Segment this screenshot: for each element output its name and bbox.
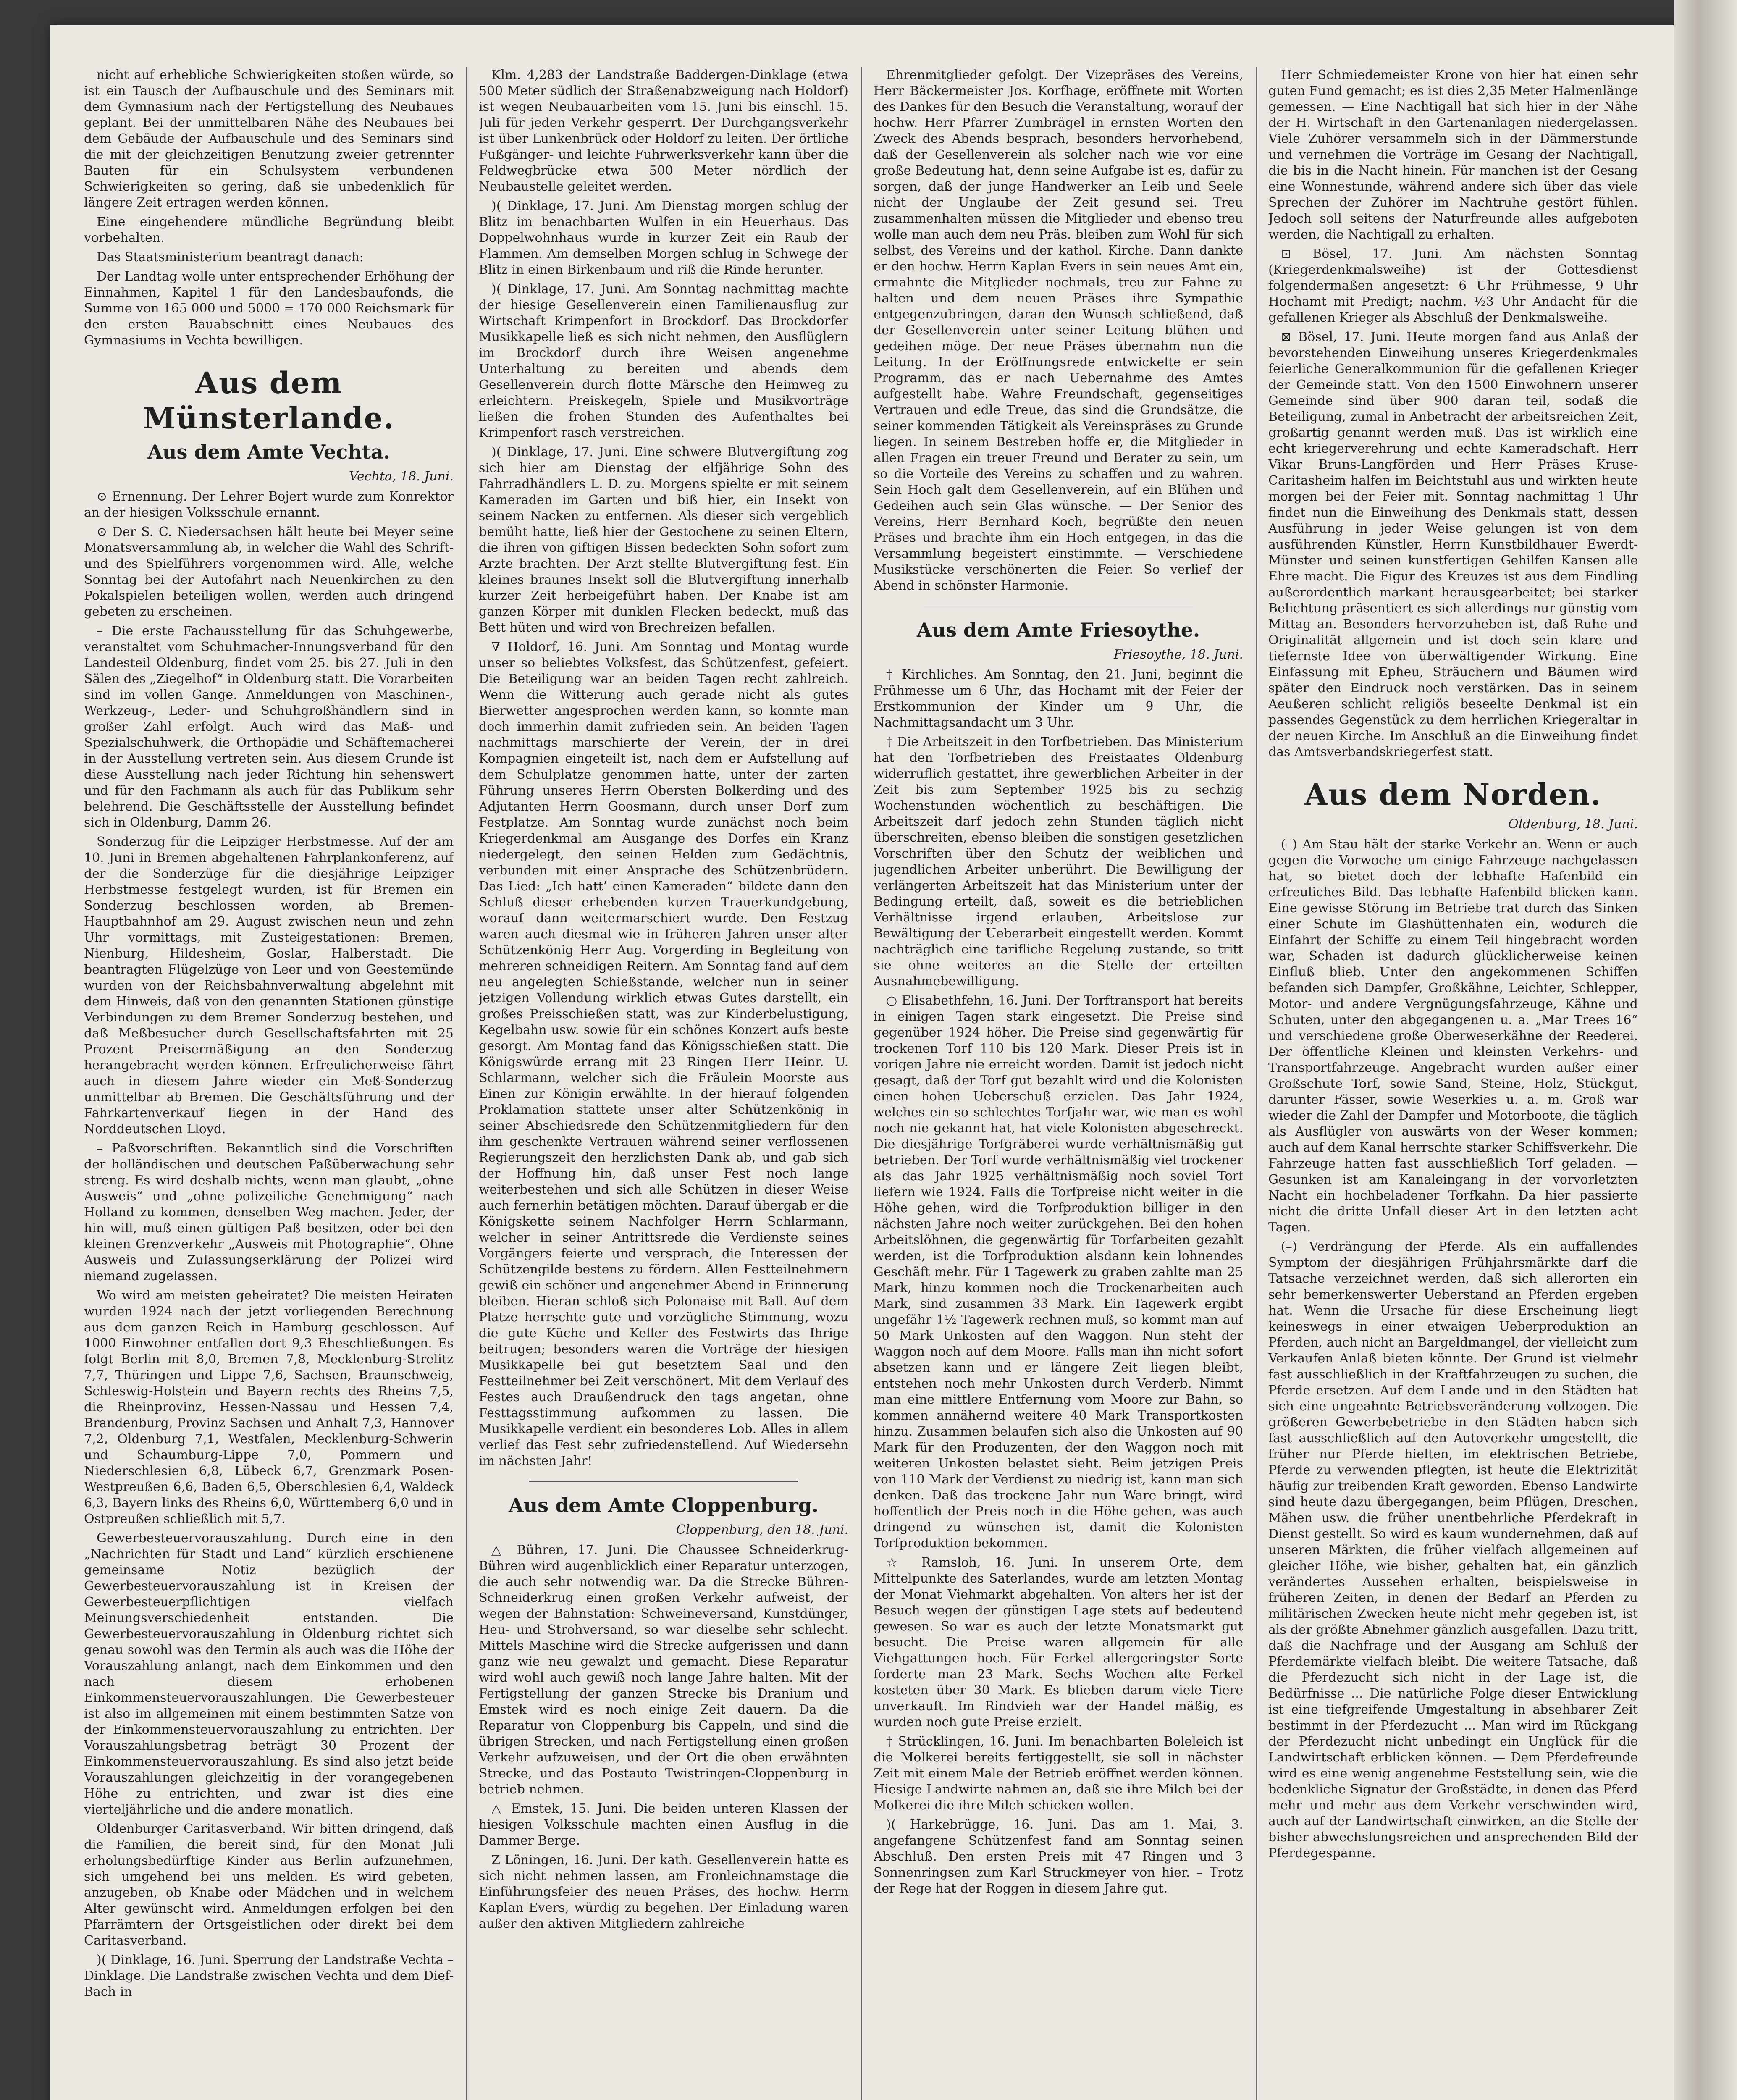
article-paragraph: △ Bühren, 17. Juni. Die Chaussee Schneiderkrug-Bühren wird augenblicklich einer Reparatur unterzogen, die auch sehr notwendig war. Da die Strecke Bühren-Schneiderkrug einen großen Verkehr aufweist, der wegen der Bahnstation: Schweineversand, Kunstdünger, Heu- und Strohversand, so war dieselbe sehr schlecht. Mittels Maschine wird die Strecke aufgerissen und dann ganz wie neu gewalzt und gemacht. Diese Reparatur wird wohl auch gewiß noch lange Jahre halten. Mit der Fertigstellung der ganzen Strecke bis Dranium und Emstek wird es noch einige Zeit dauern. Da die Reparatur von Cloppenburg bis Cappeln, und sind die übrigen Strecken, und nach Fertigstellung einen großen Verkehr aufzuweisen, und der Ort die oben erwähnten Strecke, und das Postauto Twistringen-Cloppenburg in betrieb nehmen. <box>479 1543 848 1797</box>
article-paragraph: † Strücklingen, 16. Juni. Im benachbarten Boleleich ist die Molkerei bereits fertiggestellt, sie soll in nächster Zeit mit einem Male der Betrieb eröffnet werden können. Hiesige Landwirte nahmen an, daß sie ihre Milch bei der Molkerei die ihre Milch schicken wollen. <box>874 1734 1243 1813</box>
article-paragraph: ⊙ Ernennung. Der Lehrer Bojert wurde zum Konrektor an der hiesigen Volksschule ernannt. <box>84 489 454 520</box>
subsection-heading: Aus dem Amte Cloppenburg. <box>509 1494 819 1517</box>
column-1 <box>84 67 454 2100</box>
section-heading: Aus dem Münsterlande. <box>143 365 395 436</box>
adjacent-page-edge <box>1674 0 1737 2100</box>
column-rule <box>861 67 862 2100</box>
dateline: Friesoythe, 18. Juni. <box>1113 647 1243 662</box>
subsection-heading: Aus dem Amte Friesoythe. <box>916 619 1200 641</box>
dateline: Vechta, 18. Juni. <box>349 469 454 484</box>
article-paragraph: ⊙ Der S. C. Niedersachsen hält heute bei Meyer seine Monatsversammlung ab, in welcher die Wahl des Schrift- und des Spielführers vorgenommen wird. Alle, welche Sonntag bei der Autofahrt nach Neuenkirchen zu den Pokalspielen beteiligen wollen, werden auch dringend gebeten zu erscheinen. <box>84 525 454 619</box>
article-paragraph: ∇ Holdorf, 16. Juni. Am Sonntag und Montag wurde unser so beliebtes Volksfest, das Schützenfest, gefeiert. Die Beteiligung war an beiden Tagen recht zahlreich. Wenn die Witterung auch gerade nicht als gutes Bierwetter angesprochen werden kann, so konnte man doch immerhin damit zufrieden sein. An beiden Tagen nachmittags marschierte der Verein, der in drei Kompagnien eingeteilt ist, nach dem er Aufstellung auf dem Schulplatze genommen hatte, unter der zarten Führung unseres Herrn Obersten Bolkerding und des Adjutanten Herrn Goosmann, durch unser Dorf zum Festplatze. Am Sonntag wurde zunächst noch beim Kriegerdenkmal am Ausgange des Dorfes ein Kranz niedergelegt, den seinen Helden zum Gedächtnis, verbunden mit einer Ansprache des Schützenbrüdern. Das Lied: „Ich hatt’ einen Kameraden“ bildete dann den Schluß dieser erhebenden kurzen Trauerkundgebung, worauf dann weitermarschiert wurde. Den Festzug waren auch diesmal wie in früheren Jahren unser alter Schützenkönig Herr Aug. Vorgerding in Begleitung von mehreren schneidigen Reitern. Am Sonntag fand auf dem neu angelegten Schießstande, welcher nun in seiner jetzigen Vollendung wirklich etwas Gutes darstellt, ein großes Preisschießen statt, was zur Kinderbelustigung, Kegelbahn usw. sowie für ein schönes Konzert aufs beste gesorgt. Am Montag fand das Königsschießen statt. Die Königswürde errang mit 23 Ringen Herr Heinr. U. Schlarmann, welcher sich die Fräulein Moorste aus Einen zur Königin erwählte. In der hierauf folgenden Proklamation stattete unser alter Schützenkönig in seiner Abschiedsrede den Schützenmitgliedern für den ihm geschenkte Vertrauen während seiner verflossenen Regierungszeit den herzlichsten Dank ab, und gab sich der Hoffnung hin, daß unser Fest noch lange weiterbestehen und sich alle Schützen in dieser Weise auch fernerhin betätigen möchten. Darauf übergab er die Königskette seinem Nachfolger Herrn Schlarmann, welcher in seiner Antrittsrede die Verdienste seines Vorgängers feierte und versprach, die Interessen der Schützengilde bestens zu fördern. Allen Festteilnehmern gewiß ein schöner und angenehmer Abend in Erinnerung bleiben. Hieran schloß sich Polonaise mit Ball. Auf dem Platze herrschte gute und vorzügliche Stimmung, wozu die gute Küche und Keller des Festwirts das Ihrige beitrugen; besonders waren die Vorträge der hiesigen Musikkapelle bei gut besetztem Saal und den Festteilnehmer bei Zeit verschönert. Mit dem Verlauf des Festes auch Draußendruck den tags angetan, ohne Festtagsstimmung aufkommen zu lassen. Die Musikkapelle verdient ein besonderes Lob. Alles in allem verlief das Fest sehr zufriedenstellend. Auf Wiedersehn im nächsten Jahr! <box>479 640 848 1468</box>
article-paragraph: – Die erste Fachausstellung für das Schuhgewerbe, veranstaltet vom Schuhmacher-Innungsverband für den Landesteil Oldenburg, findet vom 25. bis 27. Juli in den Sälen des „Ziegelhof“ in Oldenburg statt. Die Vorarbeiten sind im vollen Gange. Anmeldungen von Maschinen-, Werkzeug-, Leder- und Schuhgroßhändlern sind in großer Zahl erfolgt. Auch wird das Maß- und Spezialschuhwerk, die Orthopädie und Schäftemacherei in der Ausstellung vertreten sein. Aus diesem Grunde ist diese Ausstellung nach jeder Richtung hin sehenswert und für den Fachmann als auch für das Publikum sehr belehrend. Die Geschäftsstelle der Ausstellung befindet sich in Oldenburg, Damm 26. <box>84 624 454 830</box>
section-heading: Aus dem Norden. <box>1304 777 1602 812</box>
article-paragraph: Herr Schmiedemeister Krone von hier hat einen sehr guten Fund gemacht; es ist dies 2,35 Meter Halmenlänge gemessen. — Eine Nachtigall hat sich hier in der Nähe der H. Wirtschaft in den Gartenanlagen niedergelassen. Viele Zuhörer versammeln sich in der Dämmerstunde und vernehmen die Vorträge im Gesang der Nachtigall, die bis in die Nacht hinein. Für manchen ist der Gesang eine Wonnestunde, während andere sich über das viele Sprechen der Zuhörer im Nachtruhe gestört fühlen. Jedoch soll seitens der Naturfreunde alles aufgeboten werden, die Nachtigall zu erhalten. <box>1268 68 1638 242</box>
article-paragraph: Das Staatsministerium beantragt danach: <box>97 250 364 265</box>
article-paragraph: nicht auf erhebliche Schwierigkeiten stoßen würde, so ist ein Tausch der Aufbauschule und des Seminars mit dem Gymnasium nach der Fertigstellung des Neubaues geplant. Bei der unmittelbaren Nähe des Neubaues bei dem Gebäude der Aufbauschule und des Seminars sind die mit der gleichzeitigen Benutzung zweier getrennter Bauten für ein Schulsystem verbundenen Schwierigkeiten so gering, daß sie unbedenklich für längere Zeit ertragen werden können. <box>84 68 454 210</box>
column-rule <box>1256 67 1257 2100</box>
article-paragraph: Z Löningen, 16. Juni. Der kath. Gesellenverein hatte es sich nicht nehmen lassen, am Fronleichnamstage die Einführungsfeier des neuen Präses, des hochw. Herrn Kaplan Evers, würdig zu begehen. Der Einladung waren außer den aktiven Mitgliedern zahlreiche <box>479 1853 848 1931</box>
article-paragraph: Wo wird am meisten geheiratet? Die meisten Heiraten wurden 1924 nach der jetzt vorliegenden Berechnung aus dem ganzen Reich in Hamburg geschlossen. Auf 1000 Einwohner entfallen dort 9,3 Eheschließungen. Es folgt Berlin mit 8,0, Bremen 7,8, Mecklenburg-Strelitz 7,7, Thüringen und Lippe 7,6, Sachsen, Braunschweig, Schleswig-Holstein und Bayern rechts des Rheins 7,5, die Rheinprovinz, Hessen-Nassau und Hessen 7,4, Brandenburg, Provinz Sachsen und Anhalt 7,3, Hannover 7,2, Oldenburg 7,1, Westfalen, Mecklenburg-Schwerin und Schaumburg-Lippe 7,0, Pommern und Niederschlesien 6,8, Lübeck 6,7, Grenzmark Posen-Westpreußen 6,6, Baden 6,5, Oberschlesien 6,4, Waldeck 6,3, Bayern links des Rheins 6,0, Württemberg 6,0 und in Ostpreußen schließlich mit 5,7. <box>84 1288 454 1526</box>
article-paragraph: Oldenburger Caritasverband. Wir bitten dringend, daß die Familien, die bereit sind, für den Monat Juli erholungsbedürftige Kinder aus Berlin aufzunehmen, sich umgehend bei uns melden. Es wird gebeten, anzugeben, ob Knabe oder Mädchen und in welchem Alter gewünscht wird. Anmeldungen erfolgen bei den Pfarrämtern der Ortsgeistlichen oder direkt bei dem Caritasverband. <box>84 1822 454 1948</box>
article-paragraph: ⊡ Bösel, 17. Juni. Am nächsten Sonntag (Kriegerdenkmalsweihe) ist der Gottesdienst folgendermaßen angesetzt: 6 Uhr Frühmesse, 9 Uhr Hochamt mit Predigt; nachm. ½3 Uhr Andacht für die gefallenen Krieger als Abschluß der Denkmalsweihe. <box>1268 247 1638 325</box>
column-2 <box>479 67 848 2100</box>
column-rule <box>466 67 467 2100</box>
article-paragraph: ⊠ Bösel, 17. Juni. Heute morgen fand aus Anlaß der bevorstehenden Einweihung unseres Kriegerdenkmales feierliche Generalkommunion für die gefallenen Krieger der Gemeinde statt. Von den 1500 Einwohnern unserer Gemeinde sind über 900 daran teil, sodaß die Beteiligung, zumal in Anbetracht der arbeitsreichen Zeit, großartig genannt werden muß. Das ist wirklich eine echt kriegerverehrung und echte Kameradschaft. Herr Vikar Bruns-Langförden und Herr Präses Kruse-Caritasheim halfen im Beichtstuhl aus und wirkten heute morgen bei der Feier mit. Sonntag nachmittag 1 Uhr findet nun die Einweihung des Denkmals statt, dessen Ausführung in jeder Weise gelungen ist von dem ausführenden Künstler, Herrn Kunstbildhauer Ewerdt-Münster und seinen kunstfertigen Gehilfen Kansen alle Ehre macht. Die Figur des Kreuzes ist aus dem Findling außerordentlich markant herausgearbeitet; bei starker Belichtung präsentiert es sich allerdings nur günstig vom Mittag an. Besonders hervorzuheben ist, daß Ruhe und Originalität allgemein und ist doch sein klare und tiefernste Idee von überwältigender Wirkung. Eine Einfassung mit Epheu, Sträuchern und Bäumen wird später den Eindruck noch verstärken. Das in seinem Aeußeren schlicht religiös beseelte Denkmal ist ein passendes Gegenstück zu dem herrlichen Kriegeraltar in der neuen Kirche. Im Anschluß an die Einweihung findet das Amtsverbandskriegerfest statt. <box>1268 330 1638 759</box>
subsection-heading: Aus dem Amte Vechta. <box>147 441 390 463</box>
article-paragraph: △ Emstek, 15. Juni. Die beiden unteren Klassen der hiesigen Volksschule machten einen Ausflug in die Dammer Berge. <box>479 1801 848 1848</box>
article-paragraph: )( Harkebrügge, 16. Juni. Das am 1. Mai, 3. angefangene Schützenfest fand am Sonntag seinen Abschluß. Den ersten Preis mit 47 Ringen und 3 Sonnenringsen zum Karl Struckmeyer von hier. – Trotz der Rege hat der Roggen in diesem Jahre gut. <box>874 1817 1243 1896</box>
article-paragraph: Ehrenmitglieder gefolgt. Der Vizepräses des Vereins, Herr Bäckermeister Jos. Korfhage, eröffnete mit Worten des Dankes für den Besuch die Veranstaltung, worauf der hochw. Herr Pfarrer Zumbrägel in ernsten Worten den Zweck des Abends besprach, besonders hervorhebend, daß der Gesellenverein als solcher nach wie vor eine große Bedeutung hat, denn seine Aufgabe ist es, dafür zu sorgen, daß der junge Handwerker an Leib und Seele nicht der Unglaube der Zeit gesund sei. Treu zusammenhalten müssen die Mitglieder und ebenso treu wolle man auch dem neu Präs. bleiben zum Wohl für sich selbst, des Vereins und der kathol. Kirche. Dann dankte er den hochw. Herrn Kaplan Evers in sein neues Amt ein, ermahnte die Mitglieder nochmals, treu zur Fahne zu halten und dem neuen Präses ihre Sympathie entgegenzubringen, daran den Wunsch schließend, daß der Gesellenverein unter seiner Leitung blühen und gedeihen möge. Der neue Präses übernahm nun die Leitung. In der Eröffnungsrede entwickelte er sein Programm, das er nach Uebernahme des Amtes aufgestellt habe. Wahre Freundschaft, gegenseitiges Vertrauen und edle Treue, das sind die Grundsätze, die seiner kommenden Tätigkeit als Vereinspräses zu Grunde liegen. In seinem Bestreben hoffe er, die Mitglieder in allen Fragen ein treuer Freund und Berater zu sein, um so die Vorteile des Vereins zu schaffen und zu wahren. Sein Hoch galt dem Gesellenverein, auf ein Blühen und Gedeihen auch sein Glas wünsche. — Der Senior des Vereins, Herr Bernhard Koch, begrüßte den neuen Präses und brachte ihm ein Hoch entgegen, in das die Versammlung begeistert einstimmte. — Verschiedene Musikstücke verschönerten die Feier. So verlief der Abend in schönster Harmonie. <box>874 68 1243 593</box>
article-paragraph: Gewerbesteuervorauszahlung. Durch eine in den „Nachrichten für Stadt und Land“ kürzlich erschienene gemeinsame Notiz bezüglich der Gewerbesteuervorauszahlung ist in Kreisen der Gewerbesteuerpflichtigen vielfach Meinungsverschiedenheit entstanden. Die Gewerbesteuervorauszahlung in Oldenburg richtet sich genau sowohl was den Termin als auch was die Höhe der Vorauszahlung anlangt, nach dem Einkommen und den nach diesem erhobenen Einkommensteuervorauszahlungen. Die Gewerbesteuer ist also im allgemeinen mit einem bestimmten Satze von der Einkommensteuervorauszahlung zu entrichten. Der Vorauszahlungsbetrag beträgt 30 Prozent der Einkommensteuervorauszahlung. Es sind also jetzt beide Vorauszahlungen gleichzeitig in der vorangegebenen Höhe zu entrichten, und zwar ist dies eine vierteljährliche und die andere monatlich. <box>84 1531 454 1817</box>
dateline: Cloppenburg, den 18. Juni. <box>676 1522 848 1537</box>
article-paragraph: † Kirchliches. Am Sonntag, den 21. Juni, beginnt die Frühmesse um 6 Uhr, das Hochamt mit der Feier der Erstkommunion der Kinder um 9 Uhr, die Nachmittagsandacht um 3 Uhr. <box>874 667 1243 730</box>
section-separator <box>529 1481 798 1482</box>
dateline: Oldenburg, 18. Juni. <box>1508 817 1638 832</box>
article-paragraph: Klm. 4,283 der Landstraße Baddergen-Dinklage (etwa 500 Meter südlich der Straßenabzweigung nach Holdorf) ist wegen Neubauarbeiten vom 15. Juni bis einschl. 15. Juli für jeden Verkehr gesperrt. Der Durchgangsverkehr ist über Lunkenbrück oder Holdorf zu leiten. Der örtliche Fußgänger- und leichte Fuhrwerksverkehr kann über die Feldwegbrücke etwa 500 Meter nördlich der Neubaustelle geleitet werden. <box>479 68 848 194</box>
article-paragraph: )( Dinklage, 17. Juni. Eine schwere Blutvergiftung zog sich hier am Dienstag der elfjährige Sohn des Fahrradhändlers L. D. zu. Morgens spielte er mit seinem Kameraden im Garten und biß hier, ein Insekt von seinem Nacken zu entfernen. Als dieser sich vergeblich bemüht hatte, ließ hier der Gestochene zu seinen Eltern, die ihren von giftigen Bissen bedeckten Sohn sofort zum Arzte brachten. Der Arzt stellte Blutvergiftung fest. Ein kleines braunes Insekt soll die Blutvergiftung innerhalb kurzer Zeit herbeigeführt haben. Der Knabe ist am ganzen Körper mit dunklen Flecken bedeckt, muß das Bett hüten und wird von Brechreizen befallen. <box>479 445 848 635</box>
article-paragraph: ☆ Ramsloh, 16. Juni. In unserem Orte, dem Mittelpunkte des Saterlandes, wurde am letzten Montag der Monat Viehmarkt abgehalten. Von alters her ist der Besuch wegen der günstigen Lage stets auf bedeutend gewesen. So war es auch der letzte Monatsmarkt gut besucht. Die Preise waren allgemein für alle Viehgattungen hoch. Für Ferkel allergeringster Sorte forderte man 23 Mark. Sechs Wochen alte Ferkel kosteten über 30 Mark. Es blieben darum viele Tiere unverkauft. Im Rindvieh war der Handel mäßig, es wurden noch gute Preise erzielt. <box>874 1555 1243 1730</box>
article-paragraph: )( Dinklage, 16. Juni. Sperrung der Landstraße Vechta – Dinklage. Die Landstraße zwischen Vechta und dem Dief-Bach in <box>84 1953 454 1999</box>
article-paragraph: – Paßvorschriften. Bekanntlich sind die Vorschriften der holländischen und deutschen Paßüberwachung sehr streng. Es wird deshalb nichts, wenn man glaubt, „ohne Ausweis“ und „ohne polizeiliche Genehmigung“ nach Holland zu kommen, denselben Weg machen. Jeder, der hin will, muß einen gültigen Paß besitzen, oder bei den kleinen Grenzverkehr „Ausweis mit Photographie“. Ohne Ausweis und Zulassungserklärung der Polizei wird niemand zugelassen. <box>84 1141 454 1284</box>
column-3 <box>874 67 1243 2100</box>
article-paragraph: (–) Am Stau hält der starke Verkehr an. Wenn er auch gegen die Vorwoche um einige Fahrzeuge nachgelassen hat, so bietet doch der lebhafte Hafenbild ein erfreuliches Bild. Das lebhafte Hafenbild blicken kann. Eine gewisse Störung im Betriebe trat durch das Sinken einer Schute im Glashüttenhafen ein, wodurch die Einfahrt der Schiffe zu einem Teil hingebracht worden war, Schaden ist dadurch glücklicherweise keinen Einfluß blieb. Unter den angekommenen Schiffen befanden sich Dampfer, Großkähne, Leichter, Schlepper, Motor- und andere Vergnügungsfahrzeuge, Kähne und Schuten, unter den abgegangenen u. a. „Mar Trees 16“ und verschiedene große Oberweserkähne der Reederei. Der öffentliche Kleinen und kleinsten Verkehrs- und Transportfahrzeuge. Angebracht wurden außer einer Großschute Torf, sowie Sand, Steine, Holz, Stückgut, darunter Fässer, sowie Weserkies u. a. m. Groß war wieder die Zahl der Dampfer und Motorboote, die täglich als Ausflügler von auswärts von der Weser kommen; auch auf dem Kanal herrschte starker Schiffsverkehr. Die Fahrzeuge hatten fast ausschließlich Torf geladen. — Gesunken ist am Kanaleingang in der vorvorletzten Nacht ein hochbeladener Torfkahn. Da hier passierte nicht die dritte Unfall dieser Art in den letzten acht Tagen. <box>1268 837 1638 1235</box>
article-paragraph: ○ Elisabethfehn, 16. Juni. Der Torftransport hat bereits in einigen Tagen stark eingesetzt. Die Preise sind gegenüber 1924 höher. Die Preise sind gegenwärtig für trockenen Torf 110 bis 120 Mark. Dieser Preis ist in vorigen Jahre nie erreicht worden. Damit ist jedoch nicht gesagt, daß der Torf gut bezahlt wird und die Kolonisten einen hohen Ueberschuß erzielen. Das Jahr 1924, welches ein so schlechtes Torfjahr war, wie man es wohl noch nie gekannt hat, hat viele Kolonisten abgeschreckt. Die diesjährige Torfgräberei wurde verhältnismäßig gut betrieben. Der Torf wurde verhältnismäßig viel trockener als das Jahr 1925 verhältnismäßig noch soviel Torf liefern wie 1924. Falls die Torfpreise nicht weiter in die Höhe gehen, wird die Torfproduktion billiger in den nächsten Jahre noch weiter zurückgehen. Bei den hohen Arbeitslöhnen, die gegenwärtig für Torfarbeiten gezahlt werden, ist die Torfproduktion alsdann kein lohnendes Geschäft mehr. Für 1 Tagewerk zu graben zahlte man 25 Mark, hinzu kommen noch die Trockenarbeiten auch Mark, sind zusammen 33 Mark. Ein Tagewerk ergibt ungefähr 1½ Tagewerk rechnen muß, so kommt man auf 50 Mark Unkosten auf den Waggon. Nun steht der Waggon noch auf dem Moore. Falls man ihn nicht sofort absetzen kann und er längere Zeit liegen bleibt, entstehen noch mehr Unkosten durch Verderb. Nimmt man eine mittlere Entfernung vom Moore zur Bahn, so kommen annähernd weitere 40 Mark Transportkosten hinzu. Zusammen belaufen sich also die Unkosten auf 90 Mark für den Produzenten, der den Waggon noch mit weiteren Unkosten belastet sieht. Beim jetzigen Preis von 110 Mark der Verdienst zu niedrig ist, kann man sich denken. Daß das trockene Jahr nun Ware bringt, wird hoffentlich der Preis noch in die Höhe gehen, was auch dringend zu wünschen ist, damit die Kolonisten Torfproduktion bekommen. <box>874 993 1243 1551</box>
article-paragraph: Eine eingehendere mündliche Begründung bleibt vorbehalten. <box>84 215 454 245</box>
article-paragraph: † Die Arbeitszeit in den Torfbetrieben. Das Ministerium hat den Torfbetrieben des Freistaates Oldenburg widerruflich gestattet, ihre gewerblichen Arbeiter in der Zeit bis zum September 1925 bis zu sechzig Wochenstunden wöchentlich zu beschäftigen. Die Arbeitszeit darf jedoch zehn Stunden täglich nicht überschreiten, ebenso bleiben die sonstigen gesetzlichen Vorschriften über den Schutz der weiblichen und jugendlichen Arbeiter unberührt. Die Bewilligung der verlängerten Arbeitszeit hat das Ministerium unter der Bedingung erteilt, daß, soweit es die betrieblichen Verhältnisse irgend erlauben, Arbeitslose zur Bewältigung der Ueberarbeit eingestellt werden. Kommt nachträglich eine tarifliche Regelung zustande, so tritt sie ohne weiteres an die Stelle der erteilten Ausnahmebewilligung. <box>874 735 1243 989</box>
article-paragraph: Der Landtag wolle unter entsprechender Erhöhung der Einnahmen, Kapitel 1 für den Landesbaufonds, die Summe von 165 000 und 5000 = 170 000 Reichsmark für den ersten Bauabschnitt eines Neubaues des Gymnasiums in Vechta bewilligen. <box>84 269 454 348</box>
column-4 <box>1268 67 1638 2100</box>
article-paragraph: )( Dinklage, 17. Juni. Am Sonntag nachmittag machte der hiesige Gesellenverein einen Familienausflug zur Wirtschaft Krimpenfort in Brockdorf. Das Brockdorfer Musikkapelle ließ es sich nicht nehmen, den Ausflüglern im Brockdorf durch ihre Weisen angenehme Unterhaltung zu bereiten und abends dem Gesellenverein durch flotte Märsche den Heimweg zu erleichtern. Preiskegeln, Spiele und Musikvorträge ließen die frohen Stunden des Aufenthaltes bei Krimpenfort rasch verstreichen. <box>479 282 848 440</box>
article-paragraph: )( Dinklage, 17. Juni. Am Dienstag morgen schlug der Blitz im benachbarten Wulfen in ein Heuerhaus. Das Doppelwohnhaus wurde in kurzer Zeit ein Raub der Flammen. Am demselben Morgen schlug in Schwege der Blitz in einen Birkenbaum und riß die Rinde herunter. <box>479 199 848 277</box>
article-paragraph: Sonderzug für die Leipziger Herbstmesse. Auf der am 10. Juni in Bremen abgehaltenen Fahrplankonferenz, auf der die Sonderzüge für die diesjährige Leipziger Herbstmesse festgelegt wurden, ist für Bremen ein Sonderzug beschlossen worden, ab Bremen-Hauptbahnhof am 29. August zwischen neun und zehn Uhr vormittags, mit Zusteigestationen: Bremen, Nienburg, Hildesheim, Goslar, Halberstadt. Die beantragten Flügelzüge von Leer und von Geestemünde wurden von der Reichsbahnverwaltung abgelehnt mit dem Hinweis, daß von den genannten Stationen günstige Verbindungen zu dem Bremer Sonderzug bestehen, und daß Meßbesucher durch Gesellschaftsfahrten mit 25 Prozent Preisermäßigung an den Sonderzug herangebracht werden können. Erfreulicherweise fährt auch in diesem Jahre wieder ein Meß-Sonderzug unmittelbar ab Bremen. Die Geschäftsführung und der Fahrkartenverkauf liegen in der Hand des Norddeutschen Lloyd. <box>84 835 454 1137</box>
article-paragraph: (–) Verdrängung der Pferde. Als ein auffallendes Symptom der diesjährigen Frühjahrsmärkte darf die Tatsache verzeichnet werden, daß sich allerorten ein sehr bemerkenswerter Ueberstand an Pferden ergeben hat. Wenn die Ursache für diese Erscheinung liegt keineswegs in einer etwaigen Ueberproduktion an Pferden, auch nicht an Bargeldmangel, der vielleicht zum Verkaufen Anlaß bieten könnte. Der Grund ist vielmehr fast ausschließlich in der Kraftfahrzeugen zu suchen, die Pferde ersetzen. Auf dem Lande und in den Städten hat sich eine ungeahnte Betriebsveränderung vollzogen. Die größeren Gewerbebetriebe in den Städten haben sich fast ausschließlich auf den Autoverkehr umgestellt, die früher nur Pferde hielten, im elektrischen Betriebe, Pferde zu verwenden pflegten, ist heute die Elektrizität häufig zur treibenden Kraft geworden. Ebenso Landwirte sind heute dazu übergegangen, beim Pflügen, Dreschen, Mähen usw. die früher unentbehrliche Pferdekraft in Dienst gestellt. So wird es kaum wundernehmen, daß auf unseren Märkten, die früher vielfach allgemeinen auf gleicher Höhe, wie bisher, gehalten hat, ein gänzlich verändertes Aussehen erhalten, beispielsweise in früheren Zeiten, in denen der Bedarf an Pferden zu militärischen Zwecken heute nicht mehr gegeben ist, ist als der größte Abnehmer gänzlich ausgefallen. Dazu tritt, daß die Nachfrage und der Ausgang am Schluß der Pferdemärkte vielfach bleibt. Die weitere Tatsache, daß die Pferdezucht sich nicht in der Lage ist, die Bedürfnisse ... Die natürliche Folge dieser Entwicklung ist eine tiefgreifende Umgestaltung in absehbarer Zeit bestimmt in der Pferdezucht ... Man wird im Rückgang der Pferdezucht nicht unbedingt ein Unglück für die Landwirtschaft erblicken können. — Dem Pferdefreunde wird es eine wenig angenehme Feststellung sein, wie die bedenkliche Signatur der Großstädte, in denen das Pferd mehr und mehr aus dem Verkehr verschwinden wird, auch auf der Landwirtschaft einwirken, an die Stelle der bisher abwechslungsreichen und ansprechenden Bild der Pferdegespanne. <box>1268 1239 1638 1861</box>
newspaper-page <box>50 25 1688 2100</box>
